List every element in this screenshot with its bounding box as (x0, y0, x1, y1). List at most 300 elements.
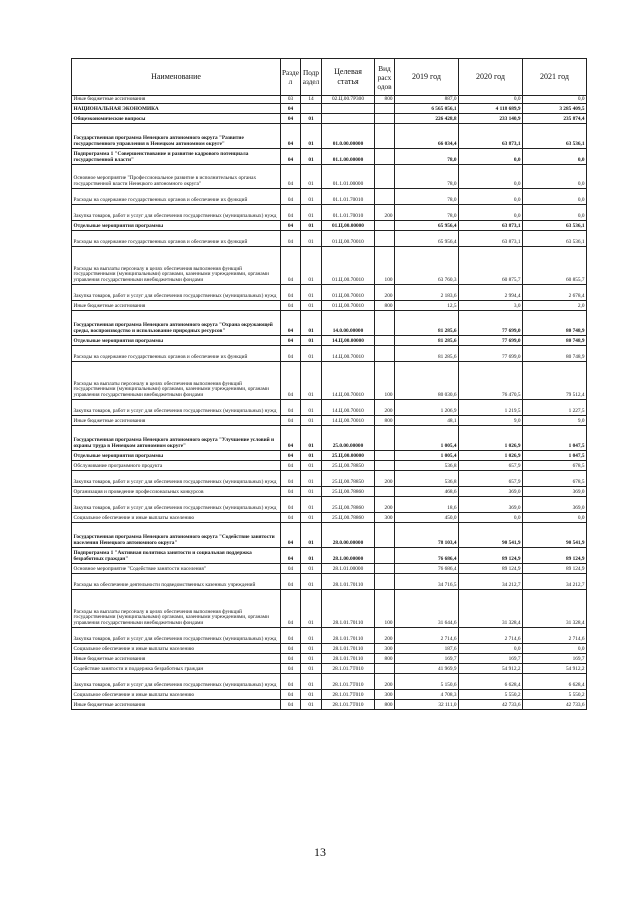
row-name-cell: Закупка товаров, работ и услуг для обеспечения государственных (муниципальных) нужд (72, 674, 281, 690)
row-name-cell: Отдельные мероприятия программы (72, 336, 281, 346)
row-2019-cell: 4 708,3 (395, 690, 459, 700)
row-2021-cell: 6 628,4 (523, 674, 587, 690)
row-name-cell: НАЦИОНАЛЬНАЯ ЭКОНОМИКА (72, 104, 281, 114)
row-razdel-cell: 04 (281, 189, 301, 205)
row-2019-cell: 536,8 (395, 461, 459, 471)
header-2021: 2021 год (523, 59, 587, 96)
row-2021-cell: 80 748,9 (523, 336, 587, 346)
row-2019-cell: 32 111,0 (395, 700, 459, 710)
row-2019-cell: 187,6 (395, 644, 459, 654)
header-name: Наименование (72, 59, 281, 96)
table-row (72, 574, 587, 590)
row-vid-cell (375, 336, 395, 346)
row-name-cell: Основное мероприятие "Профессиональное развитие в исполнительных органах государственной власти Ненецкого автономного округа" (72, 165, 281, 189)
row-name-cell: Отдельные мероприятия программы (72, 221, 281, 231)
row-celevaya-cell: 28.1.01.7Т010 (322, 690, 375, 700)
row-celevaya-cell: 01.Ц.00.70010 (322, 247, 375, 285)
row-2020-cell: 60 875,7 (459, 247, 523, 285)
table-row (72, 336, 587, 346)
row-name-cell: Расходы на выплаты персоналу в целях обеспечения выполнения функций государственными (муниципальными) органами, казенными учреждениями, органами управления государственными внебюджетными фондами (72, 590, 281, 628)
row-2019-cell: 80 030,6 (395, 362, 459, 400)
row-celevaya-cell: 01.Ц.00.70010 (322, 301, 375, 311)
row-name-cell: Государственная программа Ненецкого автономного округа "Охрана окружающей среды, воспроизводство и использование природных ресурсов" (72, 311, 281, 336)
row-celevaya-cell: 25.Ц.00.78850 (322, 461, 375, 471)
row-razdel-cell: 04 (281, 548, 301, 564)
row-2019-cell: 2 714,6 (395, 628, 459, 644)
row-2019-cell: 34 716,5 (395, 574, 459, 590)
row-podrazdel-cell: 01 (301, 189, 322, 205)
row-podrazdel-cell: 01 (301, 451, 322, 461)
table-row (72, 362, 587, 400)
row-celevaya-cell: 28.1.01.7Т010 (322, 674, 375, 690)
row-razdel-cell: 03 (281, 96, 301, 104)
row-podrazdel-cell: 01 (301, 311, 322, 336)
row-2021-cell: 5 550,2 (523, 690, 587, 700)
page-number: 13 (314, 845, 326, 859)
row-2019-cell: 65 956,4 (395, 231, 459, 247)
row-2020-cell: 0,0 (459, 513, 523, 523)
row-2020-cell: 90 541,9 (459, 523, 523, 548)
row-name-cell: Обслуживание программного продукта (72, 461, 281, 471)
row-name-cell: Социальное обеспечение и иные выплаты населению (72, 644, 281, 654)
row-name-cell: Иные бюджетные ассигнования (72, 654, 281, 664)
row-2021-cell: 369,0 (523, 497, 587, 513)
row-podrazdel-cell: 01 (301, 654, 322, 664)
row-vid-cell (375, 426, 395, 451)
row-name-cell: Расходы на содержание государственных органов и обеспечение их функций (72, 231, 281, 247)
row-name-cell: Общеэкономические вопросы (72, 114, 281, 124)
table-row (72, 104, 587, 114)
row-celevaya-cell: 28.1.01.00000 (322, 564, 375, 574)
row-2021-cell: 0,0 (523, 165, 587, 189)
row-celevaya-cell: 28.1.01.70110 (322, 644, 375, 654)
row-name-cell: Социальное обеспечение и иные выплаты населению (72, 513, 281, 523)
table-row (72, 285, 587, 301)
row-vid-cell (375, 346, 395, 362)
row-2020-cell: 0,0 (459, 644, 523, 654)
row-celevaya-cell: 28.1.01.7Т010 (322, 700, 375, 710)
row-razdel-cell: 04 (281, 461, 301, 471)
row-2020-cell: 89 124,9 (459, 548, 523, 564)
row-2019-cell: 887,0 (395, 96, 459, 104)
row-razdel-cell: 04 (281, 564, 301, 574)
row-2021-cell: 678,5 (523, 461, 587, 471)
row-2021-cell: 0,0 (523, 96, 587, 104)
row-2019-cell: 81 285,6 (395, 336, 459, 346)
row-vid-cell (375, 149, 395, 165)
row-2019-cell: 63 760,3 (395, 247, 459, 285)
table-row (72, 400, 587, 416)
row-2019-cell: 78,0 (395, 149, 459, 165)
row-vid-cell (375, 451, 395, 461)
row-2020-cell: 2 994,4 (459, 285, 523, 301)
row-2019-cell: 78 103,4 (395, 523, 459, 548)
row-2021-cell: 0,0 (523, 189, 587, 205)
row-2021-cell: 9,0 (523, 416, 587, 426)
row-celevaya-cell: 01.1.01.00000 (322, 165, 375, 189)
row-name-cell: Закупка товаров, работ и услуг для обеспечения государственных (муниципальных) нужд (72, 205, 281, 221)
row-2021-cell: 89 124,9 (523, 564, 587, 574)
row-razdel-cell: 04 (281, 336, 301, 346)
row-2020-cell: 77 699,0 (459, 311, 523, 336)
row-celevaya-cell (322, 114, 375, 124)
row-podrazdel-cell: 01 (301, 497, 322, 513)
row-2019-cell: 78,0 (395, 189, 459, 205)
table-row (72, 690, 587, 700)
table-row (72, 700, 587, 710)
row-2019-cell: 18,6 (395, 497, 459, 513)
row-name-cell: Государственная программа Ненецкого автономного округа "Развитие государственного управления в Ненецком автономном округе" (72, 124, 281, 149)
row-vid-cell (375, 231, 395, 247)
row-2020-cell: 1 026,9 (459, 451, 523, 461)
row-name-cell: Закупка товаров, работ и услуг для обеспечения государственных (муниципальных) нужд (72, 497, 281, 513)
row-name-cell: Расходы на выплаты персоналу в целях обеспечения выполнения функций государственными (муниципальными) органами, казенными учреждениями, органами управления государственными внебюджетными фондами (72, 362, 281, 400)
row-2019-cell: 76 686,4 (395, 548, 459, 564)
table-row (72, 205, 587, 221)
row-vid-cell: 800 (375, 654, 395, 664)
row-celevaya-cell: 28.1.01.7Т010 (322, 664, 375, 674)
row-podrazdel-cell (301, 104, 322, 114)
header-celevaya-statya: Целевая статья (322, 59, 375, 96)
row-podrazdel-cell: 01 (301, 700, 322, 710)
row-2019-cell: 12,5 (395, 301, 459, 311)
row-razdel-cell: 04 (281, 400, 301, 416)
row-name-cell: Расходы на содержание государственных органов и обеспечение их функций (72, 346, 281, 362)
row-vid-cell: 200 (375, 285, 395, 301)
row-name-cell: Расходы на содержание государственных органов и обеспечение их функций (72, 189, 281, 205)
row-podrazdel-cell: 01 (301, 205, 322, 221)
row-celevaya-cell: 14.Ц.00.70010 (322, 346, 375, 362)
row-name-cell: Иные бюджетные ассигнования (72, 416, 281, 426)
row-celevaya-cell: 25.Ц.00.78850 (322, 471, 375, 487)
row-2021-cell: 1 227,5 (523, 400, 587, 416)
row-2021-cell: 0,0 (523, 149, 587, 165)
row-razdel-cell: 04 (281, 487, 301, 497)
row-podrazdel-cell: 01 (301, 471, 322, 487)
row-razdel-cell: 04 (281, 124, 301, 149)
row-2020-cell: 0,0 (459, 205, 523, 221)
row-2020-cell: 34 212,7 (459, 574, 523, 590)
row-celevaya-cell: 25.Ц.00.78860 (322, 513, 375, 523)
row-2021-cell: 1 047,5 (523, 451, 587, 461)
row-podrazdel-cell: 01 (301, 336, 322, 346)
table-row (72, 628, 587, 644)
row-2020-cell: 233 140,9 (459, 114, 523, 124)
row-2021-cell: 54 912,2 (523, 664, 587, 674)
row-2019-cell: 2 183,6 (395, 285, 459, 301)
row-podrazdel-cell: 01 (301, 285, 322, 301)
row-name-cell: Закупка товаров, работ и услуг для обеспечения государственных (муниципальных) нужд (72, 628, 281, 644)
row-vid-cell: 100 (375, 247, 395, 285)
row-vid-cell: 200 (375, 205, 395, 221)
row-celevaya-cell: 14.Ц.00.70010 (322, 400, 375, 416)
row-razdel-cell: 04 (281, 285, 301, 301)
row-2021-cell: 79 512,4 (523, 362, 587, 400)
row-2019-cell: 5 150,6 (395, 674, 459, 690)
row-razdel-cell: 04 (281, 346, 301, 362)
row-2020-cell: 1 026,9 (459, 426, 523, 451)
row-2020-cell: 6 628,4 (459, 674, 523, 690)
table-row (72, 548, 587, 564)
row-2020-cell: 9,0 (459, 416, 523, 426)
table-row (72, 231, 587, 247)
row-podrazdel-cell: 01 (301, 461, 322, 471)
row-celevaya-cell: 25.Ц.00.78860 (322, 487, 375, 497)
row-podrazdel-cell: 01 (301, 301, 322, 311)
row-2021-cell: 42 733,6 (523, 700, 587, 710)
row-2020-cell: 169,7 (459, 654, 523, 664)
row-celevaya-cell: 28.1.01.70110 (322, 628, 375, 644)
row-podrazdel-cell: 01 (301, 247, 322, 285)
row-name-cell: Иные бюджетные ассигнования (72, 700, 281, 710)
row-podrazdel-cell: 01 (301, 690, 322, 700)
row-vid-cell (375, 574, 395, 590)
row-2021-cell: 2,0 (523, 301, 587, 311)
row-2021-cell: 63 536,1 (523, 221, 587, 231)
row-2021-cell: 0,0 (523, 205, 587, 221)
table-row (72, 165, 587, 189)
row-razdel-cell: 04 (281, 644, 301, 654)
row-vid-cell (375, 104, 395, 114)
row-name-cell: Содействие занятости и поддержка безработных граждан (72, 664, 281, 674)
table-row (72, 461, 587, 471)
row-2020-cell: 63 873,1 (459, 221, 523, 231)
row-vid-cell (375, 165, 395, 189)
row-vid-cell (375, 564, 395, 574)
table-row (72, 674, 587, 690)
row-2020-cell: 3,0 (459, 301, 523, 311)
row-2019-cell: 65 956,4 (395, 221, 459, 231)
row-vid-cell: 300 (375, 513, 395, 523)
row-2020-cell: 76 470,5 (459, 362, 523, 400)
row-2020-cell: 0,0 (459, 165, 523, 189)
row-celevaya-cell: 28.1.01.70110 (322, 574, 375, 590)
row-vid-cell (375, 221, 395, 231)
row-razdel-cell: 04 (281, 362, 301, 400)
row-2021-cell: 2 678,4 (523, 285, 587, 301)
row-2021-cell: 0,0 (523, 644, 587, 654)
row-vid-cell: 300 (375, 690, 395, 700)
row-name-cell: Закупка товаров, работ и услуг для обеспечения государственных (муниципальных) нужд (72, 400, 281, 416)
header-razdel: Разде л (281, 59, 301, 96)
row-celevaya-cell: 01.Ц.00.70010 (322, 231, 375, 247)
row-name-cell: Государственная программа Ненецкого автономного округа "Содействие занятости населения Ненецкого автономного округа" (72, 523, 281, 548)
row-2020-cell: 657,9 (459, 461, 523, 471)
row-celevaya-cell: 14.Ц.00.70010 (322, 416, 375, 426)
row-razdel-cell: 04 (281, 574, 301, 590)
row-2019-cell: 536,8 (395, 471, 459, 487)
row-celevaya-cell: 01.1.01.70010 (322, 205, 375, 221)
row-vid-cell: 800 (375, 700, 395, 710)
row-celevaya-cell: 28.0.00.00000 (322, 523, 375, 548)
row-name-cell: Закупка товаров, работ и услуг для обеспечения государственных (муниципальных) нужд (72, 471, 281, 487)
row-name-cell: Иные бюджетные ассигнования (72, 301, 281, 311)
row-podrazdel-cell: 01 (301, 574, 322, 590)
row-vid-cell (375, 523, 395, 548)
row-razdel-cell: 04 (281, 426, 301, 451)
row-2020-cell: 0,0 (459, 189, 523, 205)
row-celevaya-cell: 14.0.00.00000 (322, 311, 375, 336)
row-2019-cell: 1 206,9 (395, 400, 459, 416)
table-row (72, 497, 587, 513)
row-vid-cell: 200 (375, 497, 395, 513)
row-celevaya-cell: 01.1.00.00000 (322, 149, 375, 165)
row-razdel-cell: 04 (281, 104, 301, 114)
row-2020-cell: 369,0 (459, 497, 523, 513)
row-2019-cell: 78,0 (395, 205, 459, 221)
row-2021-cell: 80 748,9 (523, 346, 587, 362)
row-2019-cell: 226 428,8 (395, 114, 459, 124)
row-podrazdel-cell: 01 (301, 346, 322, 362)
row-vid-cell: 800 (375, 301, 395, 311)
row-name-cell: Расходы на выплаты персоналу в целях обеспечения выполнения функций государственными (муниципальными) органами, казенными учреждениями, органами управления государственными внебюджетными фондами (72, 247, 281, 285)
row-2021-cell: 63 536,1 (523, 124, 587, 149)
row-celevaya-cell (322, 104, 375, 114)
row-vid-cell: 300 (375, 644, 395, 654)
row-razdel-cell: 04 (281, 205, 301, 221)
row-2021-cell: 31 328,4 (523, 590, 587, 628)
row-celevaya-cell: 28.1.01.70110 (322, 590, 375, 628)
row-vid-cell (375, 461, 395, 471)
row-vid-cell: 200 (375, 628, 395, 644)
table-row (72, 346, 587, 362)
table-row (72, 564, 587, 574)
row-celevaya-cell: 25.Ц.00.78860 (322, 497, 375, 513)
table-row (72, 114, 587, 124)
row-celevaya-cell: 14.Ц.00.00000 (322, 336, 375, 346)
row-name-cell: Основное мероприятие "Содействие занятости населения" (72, 564, 281, 574)
row-celevaya-cell: 01.1.01.70010 (322, 189, 375, 205)
row-podrazdel-cell: 01 (301, 149, 322, 165)
row-name-cell: Подпрограмма 1 "Активная политика занятости и социальная поддержка безработных граждан" (72, 548, 281, 564)
row-razdel-cell: 04 (281, 114, 301, 124)
row-2019-cell: 66 034,4 (395, 124, 459, 149)
row-celevaya-cell: 02.Ц.00.7Р300 (322, 96, 375, 104)
row-name-cell: Расходы на обеспечение деятельности подведомственных казенных учреждений (72, 574, 281, 590)
table-row (72, 311, 587, 336)
row-celevaya-cell: 01.Ц.00.70010 (322, 285, 375, 301)
row-2020-cell: 4 118 689,9 (459, 104, 523, 114)
table-row (72, 416, 587, 426)
table-row (72, 301, 587, 311)
header-2019: 2019 год (395, 59, 459, 96)
row-name-cell: Социальное обеспечение и иные выплаты населению (72, 690, 281, 700)
row-2021-cell: 169,7 (523, 654, 587, 664)
row-2020-cell: 31 328,4 (459, 590, 523, 628)
row-celevaya-cell: 28.1.01.70110 (322, 654, 375, 664)
row-celevaya-cell: 25.Ц.00.00000 (322, 451, 375, 461)
row-vid-cell (375, 189, 395, 205)
row-vid-cell (375, 664, 395, 674)
row-celevaya-cell: 25.0.00.00000 (322, 426, 375, 451)
table-row (72, 221, 587, 231)
table-row (72, 426, 587, 451)
row-2019-cell: 81 285,6 (395, 311, 459, 336)
row-2020-cell: 0,0 (459, 149, 523, 165)
row-celevaya-cell: 01.Ц.00.00000 (322, 221, 375, 231)
row-2020-cell: 5 550,2 (459, 690, 523, 700)
row-vid-cell (375, 311, 395, 336)
row-podrazdel-cell: 01 (301, 548, 322, 564)
row-razdel-cell: 04 (281, 590, 301, 628)
row-2019-cell: 81 285,6 (395, 346, 459, 362)
row-razdel-cell: 04 (281, 165, 301, 189)
row-2021-cell: 80 748,9 (523, 311, 587, 336)
row-name-cell: Подпрограмма 1 "Совершенствование и развитие кадрового потенциала государственной власти" (72, 149, 281, 165)
row-2021-cell: 34 212,7 (523, 574, 587, 590)
row-podrazdel-cell: 01 (301, 400, 322, 416)
row-name-cell: Закупка товаров, работ и услуг для обеспечения государственных (муниципальных) нужд (72, 285, 281, 301)
row-podrazdel-cell: 14 (301, 96, 322, 104)
row-2021-cell: 0,0 (523, 513, 587, 523)
row-celevaya-cell: 14.Ц.00.70010 (322, 362, 375, 400)
row-podrazdel-cell: 01 (301, 416, 322, 426)
table-row (72, 664, 587, 674)
row-2019-cell: 450,0 (395, 513, 459, 523)
row-podrazdel-cell: 01 (301, 231, 322, 247)
row-2019-cell: 48,1 (395, 416, 459, 426)
row-2019-cell: 468,6 (395, 487, 459, 497)
row-2021-cell: 2 714,6 (523, 628, 587, 644)
row-name-cell: Отдельные мероприятия программы (72, 451, 281, 461)
row-podrazdel-cell: 01 (301, 590, 322, 628)
row-razdel-cell: 04 (281, 523, 301, 548)
row-vid-cell (375, 487, 395, 497)
table-row (72, 644, 587, 654)
row-2019-cell: 31 644,6 (395, 590, 459, 628)
row-podrazdel-cell: 01 (301, 221, 322, 231)
row-2020-cell: 77 699,0 (459, 336, 523, 346)
table-row (72, 124, 587, 149)
row-2021-cell: 63 536,1 (523, 231, 587, 247)
row-podrazdel-cell: 01 (301, 523, 322, 548)
row-podrazdel-cell: 01 (301, 114, 322, 124)
row-podrazdel-cell: 01 (301, 644, 322, 654)
row-2021-cell: 90 541,9 (523, 523, 587, 548)
row-razdel-cell: 04 (281, 247, 301, 285)
row-2020-cell: 2 714,6 (459, 628, 523, 644)
row-razdel-cell: 04 (281, 221, 301, 231)
row-vid-cell: 200 (375, 400, 395, 416)
row-podrazdel-cell: 01 (301, 426, 322, 451)
row-podrazdel-cell: 01 (301, 513, 322, 523)
row-razdel-cell: 04 (281, 674, 301, 690)
table-row (72, 96, 587, 104)
table-row (72, 590, 587, 628)
row-2020-cell: 63 873,1 (459, 231, 523, 247)
row-vid-cell: 200 (375, 674, 395, 690)
row-2021-cell: 60 855,7 (523, 247, 587, 285)
row-name-cell: Иные бюджетные ассигнования (72, 96, 281, 104)
table-row (72, 487, 587, 497)
row-celevaya-cell: 28.1.00.00000 (322, 548, 375, 564)
row-vid-cell (375, 124, 395, 149)
row-2019-cell: 76 686,4 (395, 564, 459, 574)
row-2021-cell: 369,0 (523, 487, 587, 497)
table-header-row (72, 59, 587, 96)
row-razdel-cell: 04 (281, 513, 301, 523)
row-razdel-cell: 04 (281, 628, 301, 644)
row-vid-cell (375, 114, 395, 124)
row-razdel-cell: 04 (281, 497, 301, 513)
row-2019-cell: 1 005,4 (395, 426, 459, 451)
row-2020-cell: 369,0 (459, 487, 523, 497)
row-vid-cell: 800 (375, 96, 395, 104)
row-vid-cell: 100 (375, 590, 395, 628)
table-row (72, 513, 587, 523)
row-podrazdel-cell: 01 (301, 664, 322, 674)
row-2019-cell: 1 005,4 (395, 451, 459, 461)
